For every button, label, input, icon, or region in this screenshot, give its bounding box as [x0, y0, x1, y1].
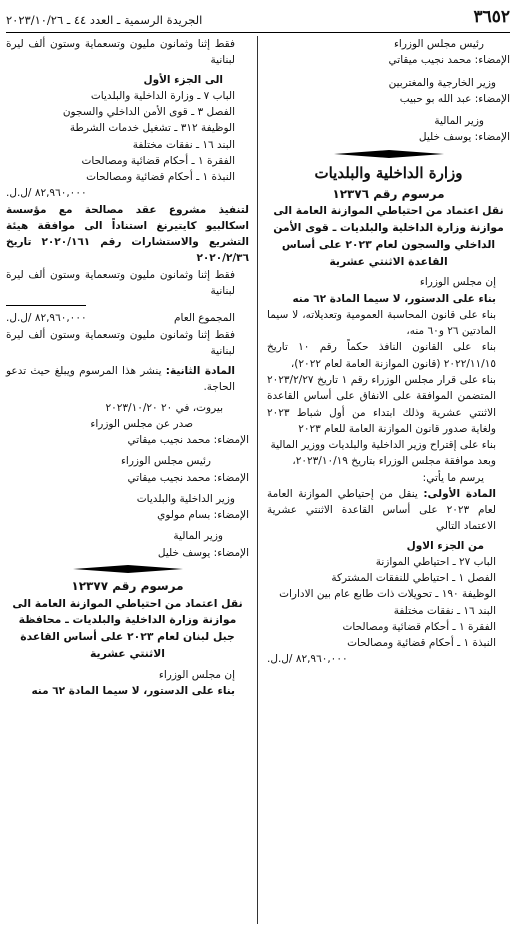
budget-line: النبذة ١ ـ أحكام قضائية ومصالحات	[347, 637, 496, 650]
signature-title: رئيس مجلس الوزراء	[120, 455, 211, 468]
signature-title: وزير الداخلية والبلديات	[136, 492, 235, 505]
preamble-line: بناء على قرار مجلس الوزراء رقم ١ تاريخ ٢٠٢٣/٢/٢٧ المتضمن الموافقة على الانفاق على أساس القاعدة الاثنتي عشرية وذلك ابتداء من أول شباط ٢٠٢٣ ولغاية صدور قانون الموازنة العامة للعام ٢٠٢٣	[267, 373, 496, 435]
budget-line: الفقرة ١ ـ أحكام قضائية ومصالحات	[342, 620, 496, 633]
preamble-line: بناء على إقتراح وزير الداخلية والبلديات ووزير المالية	[270, 439, 496, 452]
signature-name: الإمضاء: محمد نجيب ميقاتي	[127, 434, 249, 447]
budget-line: الباب ٧ ـ وزارة الداخلية والبلديات	[90, 89, 235, 102]
total-amount: ٨٢,٩٦٠,٠٠٠ /ل.ل.	[6, 312, 87, 325]
budget-line: الباب ٢٧ ـ احتياطي الموازنة	[375, 555, 496, 568]
budget-line: الفقرة ١ ـ أحكام قضائية ومصالحات	[81, 154, 235, 167]
signature-name: الإمضاء: محمد نجيب ميقاتي	[127, 471, 249, 484]
decree-number: مرسوم رقم ١٢٣٧٦	[332, 186, 445, 201]
issued-by: صدر عن مجلس الوزراء	[90, 417, 193, 430]
signature-title: وزير الخارجية والمغتربين	[388, 76, 496, 89]
budget-line: البند ١٦ ـ نفقات مختلفة	[132, 138, 235, 151]
place-date: بيروت، في ٢٠ ٢٠٢٣/١٠/٢٠	[105, 401, 223, 414]
page-number: ٣٦٥٢	[473, 6, 510, 27]
left-column	[6, 36, 249, 699]
article-one: المادة الأولى: ينقل من إحتياطي الموازنة العامة لعام ٢٠٢٣ على أساس القاعدة الاثنتي عشرية الاعتماد التالي	[267, 487, 497, 533]
signature-name: الإمضاء: يوسف خليل	[418, 131, 510, 144]
preamble-line: بناء على قانون المحاسبة العمومية وتعديلاته، لا سيما المادتين ٢٦ و٦٠ منه،	[267, 308, 496, 338]
decree-formula: يرسم ما يأتي:	[422, 471, 484, 484]
budget-line: النبذة ١ ـ أحكام قضائية ومصالحات	[86, 171, 235, 184]
to-part: الى الجزء الأول	[143, 73, 223, 86]
signature-name: الإمضاء: بسام مولوي	[157, 509, 249, 522]
right-column	[267, 36, 510, 668]
amount-in-words: فقط إثنا وثمانون مليون وتسعماية وستون ألف ليرة لبنانية	[6, 38, 235, 67]
amount-in-words: فقط إثنا وثمانون مليون وتسعماية وستون ألف ليرة لبنانية	[6, 328, 235, 357]
amount: ٨٢,٩٦٠,٠٠٠ /ل.ل.	[6, 187, 87, 200]
gazette-title: الجريدة الرسمية ـ العدد ٤٤ ـ ٢٠٢٣/١٠/٢٦	[6, 13, 203, 28]
signature-name: الإمضاء: يوسف خليل	[157, 546, 249, 559]
preamble-line: بناء على الدستور، لا سيما المادة ٦٢ منه	[31, 684, 235, 697]
ornament-divider-icon	[73, 565, 183, 573]
budget-line: الوظيفة ١٩٠ ـ تحويلات ذات طابع عام بين الادارات	[279, 588, 496, 601]
preamble-line: إن مجلس الوزراء	[419, 276, 496, 289]
signature-title: رئيس مجلس الوزراء	[393, 38, 484, 50]
decree-subject: نقل اعتماد من احتياطي الموازنة العامة الى موازنة وزارة الداخلية والبلديات ـ محافظة جبل لبنان لعام ٢٠٢٣ على أساس القاعدة الاثنتي عشرية	[12, 596, 243, 660]
signature-title: وزير المالية	[434, 115, 484, 128]
budget-line: الفصل ٣ ـ قوى الأمن الداخلي والسجون	[62, 106, 235, 119]
preamble-line: بناء على الدستور، لا سيما المادة ٦٢ منه	[292, 292, 496, 305]
signature-name: الإمضاء: عبد الله بو حبيب	[399, 92, 510, 105]
amount: ٨٢,٩٦٠,٠٠٠ /ل.ل.	[267, 653, 348, 666]
budget-line: الفصل ١ ـ احتياطي للنفقات المشتركة	[331, 572, 496, 585]
amount-in-words: فقط إثنا وثمانون مليون وتسعماية وستون ألف ليرة لبنانية	[6, 268, 235, 297]
budget-line: البند ١٦ ـ نفقات مختلفة	[393, 604, 496, 617]
total-rule	[6, 305, 86, 306]
signature-title: وزير المالية	[173, 530, 223, 543]
preamble-line: بناء على القانون النافذ حكماً رقم ١٠ تاريخ ٢٠٢٢/١١/١٥ (قانون الموازنة العامة لعام ٢٠٢٢)،	[267, 341, 496, 370]
decree-number: مرسوم رقم ١٢٣٧٧	[71, 578, 184, 593]
preamble-line: وبعد موافقة مجلس الوزراء بتاريخ ٢٠٢٣/١٠/١٩،	[292, 455, 496, 468]
from-part: من الجزء الاول	[406, 539, 484, 552]
column-divider	[257, 36, 258, 924]
grand-total-row	[6, 310, 249, 326]
decree-subject: نقل اعتماد من احتياطي الموازنة العامة الى موازنة وزارة الداخلية والبلديات ـ قوى الأمن الداخلي والسجون لعام ٢٠٢٣ على أساس القاعدة الاثنتي عشرية	[273, 204, 504, 268]
ministry-heading: وزارة الداخلية والبلديات	[314, 163, 463, 182]
ornament-divider-icon	[334, 150, 444, 158]
budget-line: الوظيفة ٣١٢ ـ تشغيل خدمات الشرطة	[69, 122, 235, 135]
preamble-line: إن مجلس الوزراء	[158, 668, 235, 681]
signature-name: الإمضاء: محمد نجيب ميقاتي	[388, 54, 510, 67]
purpose-text: لتنفيذ مشروع عقد مصالحة مع مؤسسة اسكالبيو كايتيرنغ استناداً الى موافقة هيئة التشريع والاستشارات رقم ٢٠٢٠/١٦١ تاريخ ٢٠٢٠/٢/٣٦	[6, 203, 249, 265]
page-header	[6, 8, 510, 33]
total-label: المجموع العام	[174, 312, 235, 325]
article-two: المادة الثانية: ينشر هذا المرسوم ويبلغ حيث تدعو الحاجة.	[6, 365, 235, 394]
